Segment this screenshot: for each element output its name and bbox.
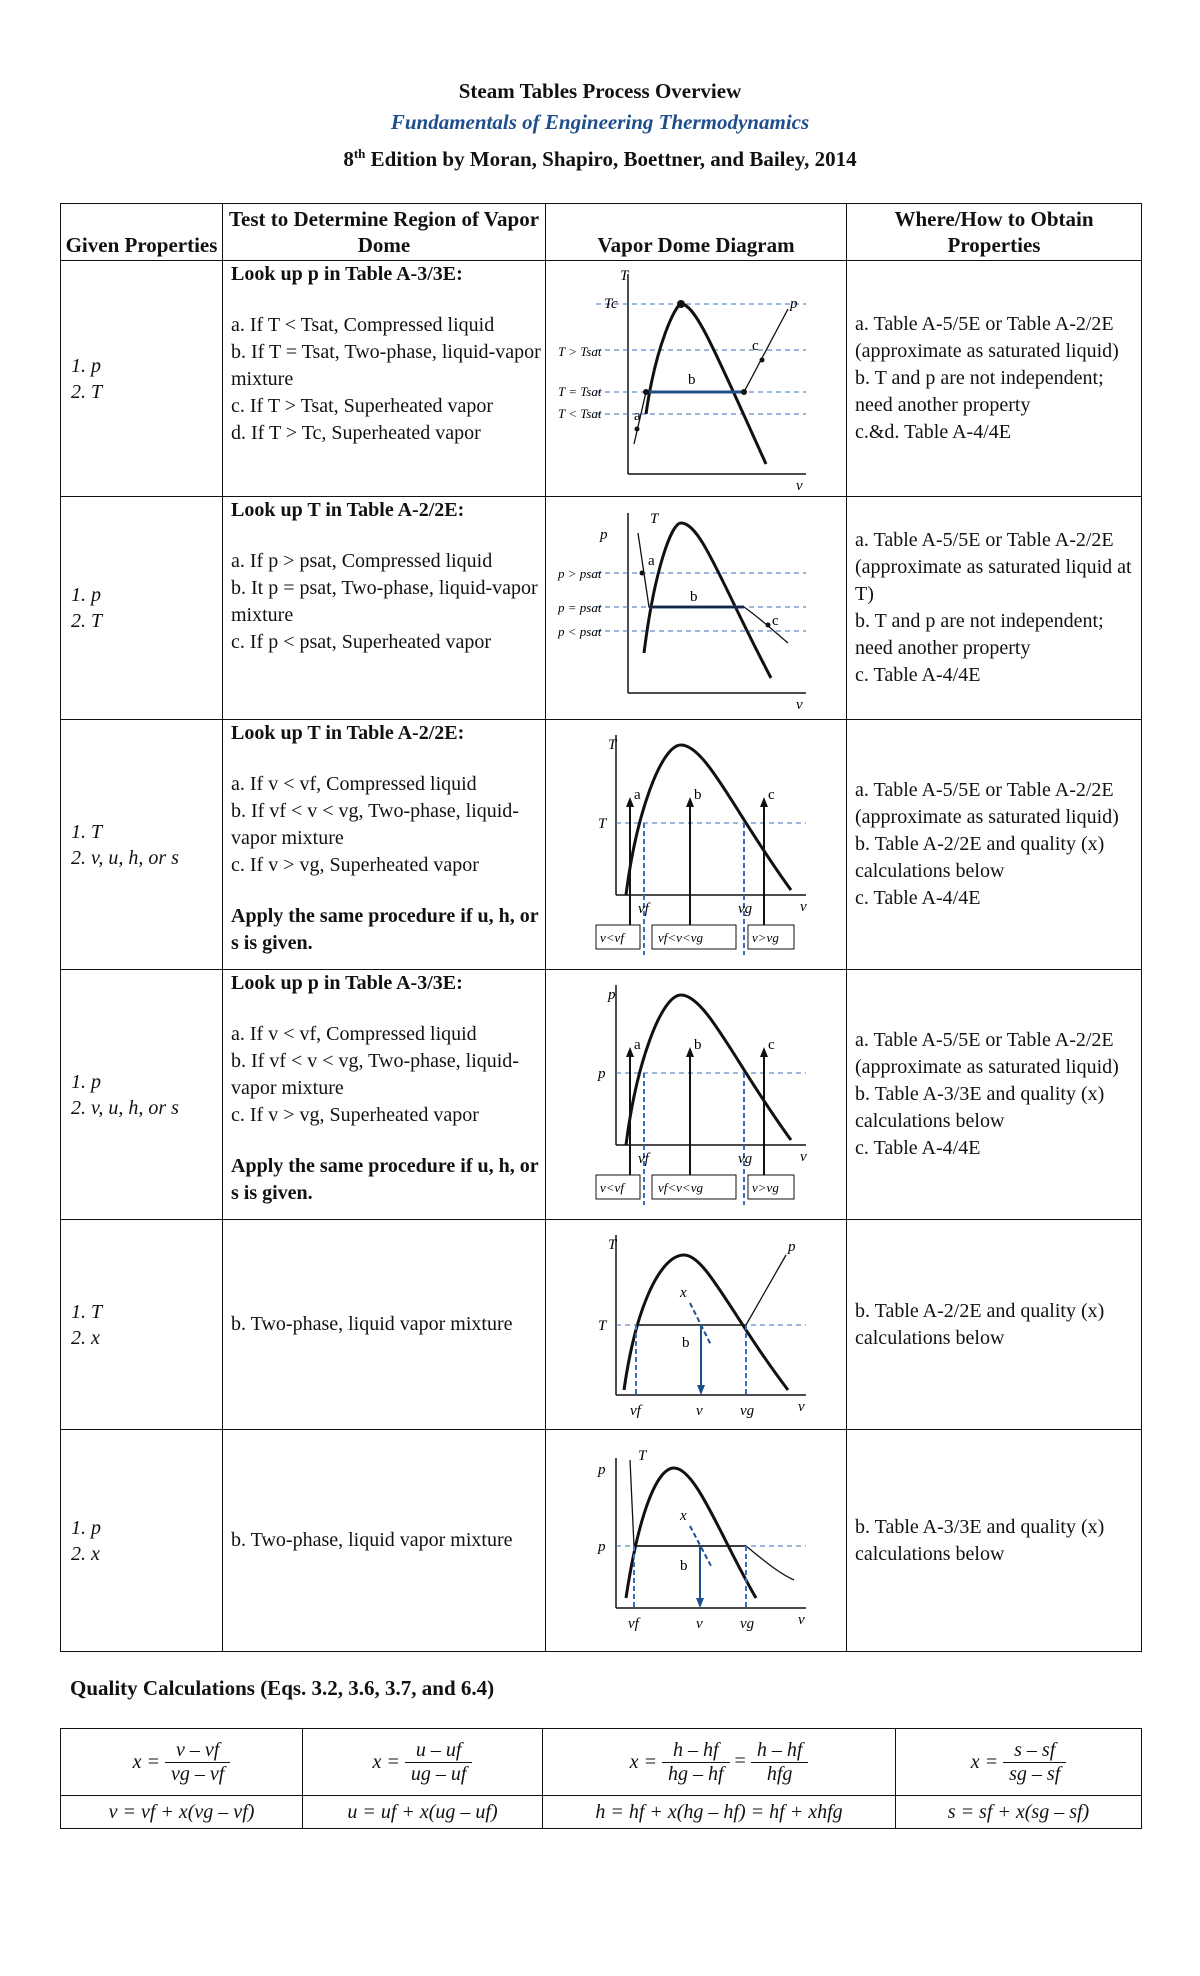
table-row <box>61 970 1142 1220</box>
diagram-label: b <box>690 589 698 605</box>
linear-s-cell: s = sf + x(sg – sf) <box>896 1796 1142 1829</box>
given-cell <box>61 261 223 497</box>
quality-v-cell <box>61 1729 303 1796</box>
diagram-label: v<vf <box>600 1179 624 1195</box>
denominator: hfg <box>766 1762 793 1785</box>
diagram-label: T <box>650 511 659 527</box>
where-line: b. Table A-3/3E and quality (x) calculations below <box>855 1083 1105 1132</box>
diagram-label: a <box>634 786 641 803</box>
axis-label: p <box>608 986 616 1003</box>
diagram-label: x <box>680 1284 687 1301</box>
test-heading: Look up p in Table A-3/3E: <box>231 263 463 285</box>
diagram-cell <box>546 1430 847 1652</box>
numerator: u – uf <box>405 1739 473 1763</box>
quality-table <box>60 1728 1142 1829</box>
given-line: 1. p <box>71 354 101 377</box>
diagram-label: vf <box>638 900 649 917</box>
diagram-label: a <box>634 407 641 424</box>
where-line: c. Table A-4/4E <box>855 664 981 686</box>
diagram-label: vg <box>740 1402 755 1419</box>
page-title: Steam Tables Process Overview <box>458 79 742 103</box>
diagram-label: vg <box>740 1616 755 1632</box>
diagram-label: v>vg <box>752 1179 779 1195</box>
diagram-label: p <box>790 295 798 312</box>
table-row <box>61 1796 1142 1829</box>
axis-label: v <box>796 477 803 494</box>
numerator: h – hf <box>662 1739 730 1763</box>
diagram-label: p > psat <box>558 566 602 581</box>
test-line: c. If T > Tsat, Superheated vapor <box>231 395 494 417</box>
given-line: 1. p <box>71 1070 101 1093</box>
table-row <box>61 720 1142 970</box>
given-cell <box>61 720 223 970</box>
where-line: a. Table A-5/5E or Table A-2/2E (approximate as saturated liquid at T) <box>855 529 1132 605</box>
diagram-label: vg <box>738 900 753 917</box>
process-table <box>60 203 1142 1652</box>
diagram-label: v>vg <box>752 929 779 945</box>
denominator: hg – hf <box>667 1762 724 1785</box>
given-cell <box>61 970 223 1220</box>
table-header-row <box>61 204 1142 261</box>
fraction <box>1003 1739 1066 1786</box>
quality-u-cell <box>303 1729 543 1796</box>
test-line: b. If vf < v < vg, Two-phase, liquid-vapor mixture <box>231 1050 519 1099</box>
test-line: b. Two-phase, liquid vapor mixture <box>231 1313 513 1335</box>
book-title: Fundamentals of Engineering Thermodynamics <box>390 110 810 134</box>
where-line: b. Table A-2/2E and quality (x) calculations below <box>855 1299 1105 1349</box>
diagram-cell <box>546 261 847 497</box>
test-line: a. If v < vf, Compressed liquid <box>231 773 477 795</box>
diagram-label: T <box>638 1448 647 1464</box>
denominator: ug – uf <box>410 1762 467 1785</box>
vapor-dome-diagram <box>556 975 836 1215</box>
table-row <box>61 1729 1142 1796</box>
diagram-label: b <box>680 1558 688 1574</box>
diagram-label: b <box>694 1036 702 1053</box>
test-line: b. Two-phase, liquid vapor mixture <box>231 1529 513 1551</box>
given-line: 2. T <box>71 380 103 403</box>
axis-label: v <box>800 898 807 915</box>
vapor-dome-diagram <box>556 264 836 494</box>
where-cell <box>847 261 1142 497</box>
col-header-given: Given Properties <box>61 204 223 261</box>
diagram-label: p = psat <box>558 600 602 615</box>
diagram-label: x <box>680 1508 687 1524</box>
diagram-label: b <box>688 371 696 388</box>
where-line: b. Table A-2/2E and quality (x) calculations below <box>855 833 1105 882</box>
where-line: b. Table A-3/3E and quality (x) calculations below <box>855 1515 1105 1565</box>
test-heading: Look up T in Table A-2/2E: <box>231 499 465 521</box>
where-line: a. Table A-5/5E or Table A-2/2E (approximate as saturated liquid) <box>855 779 1119 828</box>
where-line: b. T and p are not independent; need another property <box>855 367 1104 416</box>
given-cell <box>61 1220 223 1430</box>
where-line: a. Table A-5/5E or Table A-2/2E (approximate as saturated liquid) <box>855 1029 1119 1078</box>
numerator: s – sf <box>1003 1739 1066 1763</box>
given-line: 2. T <box>71 610 103 632</box>
fraction <box>662 1739 730 1786</box>
diagram-label: vg <box>738 1150 753 1167</box>
given-line: 1. p <box>71 1516 101 1539</box>
diagram-cell <box>546 497 847 720</box>
denominator: sg – sf <box>1009 1762 1061 1785</box>
where-cell <box>847 1430 1142 1652</box>
diagram-label: a <box>648 553 655 569</box>
diagram-label: c <box>768 786 775 803</box>
vapor-dome-diagram <box>556 1438 836 1643</box>
test-cell <box>223 261 546 497</box>
test-line: a. If T < Tsat, Compressed liquid <box>231 314 495 336</box>
fraction <box>405 1739 473 1786</box>
test-line: b. It p = psat, Two-phase, liquid-vapor mixture <box>231 577 538 626</box>
test-cell <box>223 497 546 720</box>
diagram-label: a <box>634 1036 641 1053</box>
test-heading: Look up T in Table A-2/2E: <box>231 722 465 744</box>
where-line: c. Table A-4/4E <box>855 1137 981 1159</box>
given-line: 2. v, u, h, or s <box>71 1096 179 1119</box>
numerator: v – vf <box>165 1739 230 1763</box>
equation-label: x = <box>970 1750 999 1773</box>
given-line: 2. x <box>71 1542 100 1565</box>
table-row <box>61 261 1142 497</box>
diagram-label: Tc <box>604 295 618 312</box>
axis-label: T <box>608 736 617 753</box>
where-line: b. T and p are not independent; need another property <box>855 610 1104 659</box>
test-line: c. If v > vg, Superheated vapor <box>231 1104 479 1126</box>
diagram-label: p <box>788 1238 796 1255</box>
diagram-label: p <box>598 1065 606 1082</box>
diagram-label: b <box>682 1334 690 1351</box>
diagram-label: p <box>598 1539 606 1555</box>
test-line: b. If T = Tsat, Two-phase, liquid-vapor mixture <box>231 341 541 390</box>
given-cell <box>61 497 223 720</box>
linear-u-cell: u = uf + x(ug – uf) <box>303 1796 543 1829</box>
test-line: a. If p > psat, Compressed liquid <box>231 550 493 572</box>
where-cell <box>847 1220 1142 1430</box>
diagram-label: v<vf <box>600 929 624 945</box>
test-line: d. If T > Tc, Superheated vapor <box>231 422 481 444</box>
diagram-label: vf<v<vg <box>658 929 703 945</box>
table-row <box>61 1430 1142 1652</box>
given-cell <box>61 1430 223 1652</box>
test-cell <box>223 1220 546 1430</box>
test-cell <box>223 970 546 1220</box>
page-header <box>0 76 1200 175</box>
diagram-label: T = Tsat <box>558 383 602 399</box>
test-cell <box>223 720 546 970</box>
equation-label: x = <box>629 1750 657 1773</box>
diagram-label: v <box>696 1616 703 1632</box>
diagram-label: p < psat <box>558 624 602 639</box>
quality-s-cell <box>896 1729 1142 1796</box>
vapor-dome-diagram <box>556 725 836 965</box>
axis-label: v <box>798 1398 805 1415</box>
axis-label: T <box>608 1236 617 1253</box>
test-line: a. If v < vf, Compressed liquid <box>231 1023 477 1045</box>
linear-v-cell: v = vf + x(vg – vf) <box>61 1796 303 1829</box>
given-line: 2. x <box>71 1326 100 1349</box>
diagram-label: c <box>752 337 759 354</box>
diagram-label: T < Tsat <box>558 405 602 421</box>
test-cell <box>223 1430 546 1652</box>
edition-suffix: th <box>353 146 366 161</box>
equation-label: x = <box>372 1750 400 1773</box>
diagram-cell <box>546 970 847 1220</box>
edition-text: Edition by Moran, Shapiro, Boettner, and Bailey, 2014 <box>365 147 857 171</box>
diagram-label: vf <box>638 1150 649 1167</box>
diagram-cell <box>546 1220 847 1430</box>
col-header-test: Test to Determine Region of Vapor Dome <box>223 204 546 261</box>
test-line: b. If vf < v < vg, Two-phase, liquid-vapor mixture <box>231 800 519 849</box>
numerator: h – hf <box>751 1739 809 1763</box>
test-footnote: Apply the same procedure if u, h, or s is given. <box>231 905 539 954</box>
diagram-cell <box>546 720 847 970</box>
given-line: 1. p <box>71 584 101 606</box>
quality-title: Quality Calculations (Eqs. 3.2, 3.6, 3.7, and 6.4) <box>70 1676 495 1700</box>
fraction <box>751 1739 809 1786</box>
diagram-label: v <box>696 1402 703 1419</box>
edition-line <box>0 138 1200 175</box>
vapor-dome-diagram <box>556 503 836 713</box>
where-line: c.&d. Table A-4/4E <box>855 421 1011 443</box>
where-cell <box>847 720 1142 970</box>
col-header-diagram: Vapor Dome Diagram <box>546 204 847 261</box>
diagram-label: b <box>694 786 702 803</box>
test-heading: Look up p in Table A-3/3E: <box>231 972 463 994</box>
where-cell <box>847 497 1142 720</box>
axis-label: p <box>600 527 608 543</box>
axis-label: v <box>798 1612 805 1628</box>
where-cell <box>847 970 1142 1220</box>
table-row <box>61 497 1142 720</box>
linear-h-cell: h = hf + x(hg – hf) = hf + xhfg <box>543 1796 896 1829</box>
diagram-label: vf <box>630 1402 641 1419</box>
table-row <box>61 1220 1142 1430</box>
diagram-label: vf <box>628 1616 639 1632</box>
axis-label: v <box>800 1148 807 1165</box>
denominator: vg – vf <box>171 1762 225 1785</box>
quality-h-cell: x = $\frac{h - hf}{hg - hf}$ = $\frac{h - hf}{\text{hfg}}$ <box>543 1729 896 1796</box>
where-line: c. Table A-4/4E <box>855 887 981 909</box>
fraction <box>165 1739 230 1786</box>
axis-label: T <box>620 267 629 284</box>
diagram-label: c <box>772 613 779 629</box>
equation-label: x = <box>132 1750 161 1773</box>
diagram-label: T > Tsat <box>558 343 602 359</box>
test-footnote: Apply the same procedure if u, h, or s is given. <box>231 1155 539 1204</box>
axis-label: p <box>598 1462 606 1478</box>
given-line: 2. v, u, h, or s <box>71 846 179 869</box>
diagram-label: c <box>768 1036 775 1053</box>
where-line: a. Table A-5/5E or Table A-2/2E (approximate as saturated liquid) <box>855 313 1119 362</box>
axis-label: v <box>796 697 803 713</box>
given-line: 1. T <box>71 820 103 843</box>
diagram-label: T <box>598 815 607 832</box>
test-line: c. If v > vg, Superheated vapor <box>231 854 479 876</box>
diagram-label: T <box>598 1317 607 1334</box>
col-header-where: Where/How to Obtain Properties <box>847 204 1142 261</box>
vapor-dome-diagram <box>556 1225 836 1425</box>
given-line: 1. T <box>71 1300 103 1323</box>
edition-number: 8 <box>343 147 354 171</box>
test-line: c. If p < psat, Superheated vapor <box>231 631 492 653</box>
diagram-label: vf<v<vg <box>658 1179 703 1195</box>
